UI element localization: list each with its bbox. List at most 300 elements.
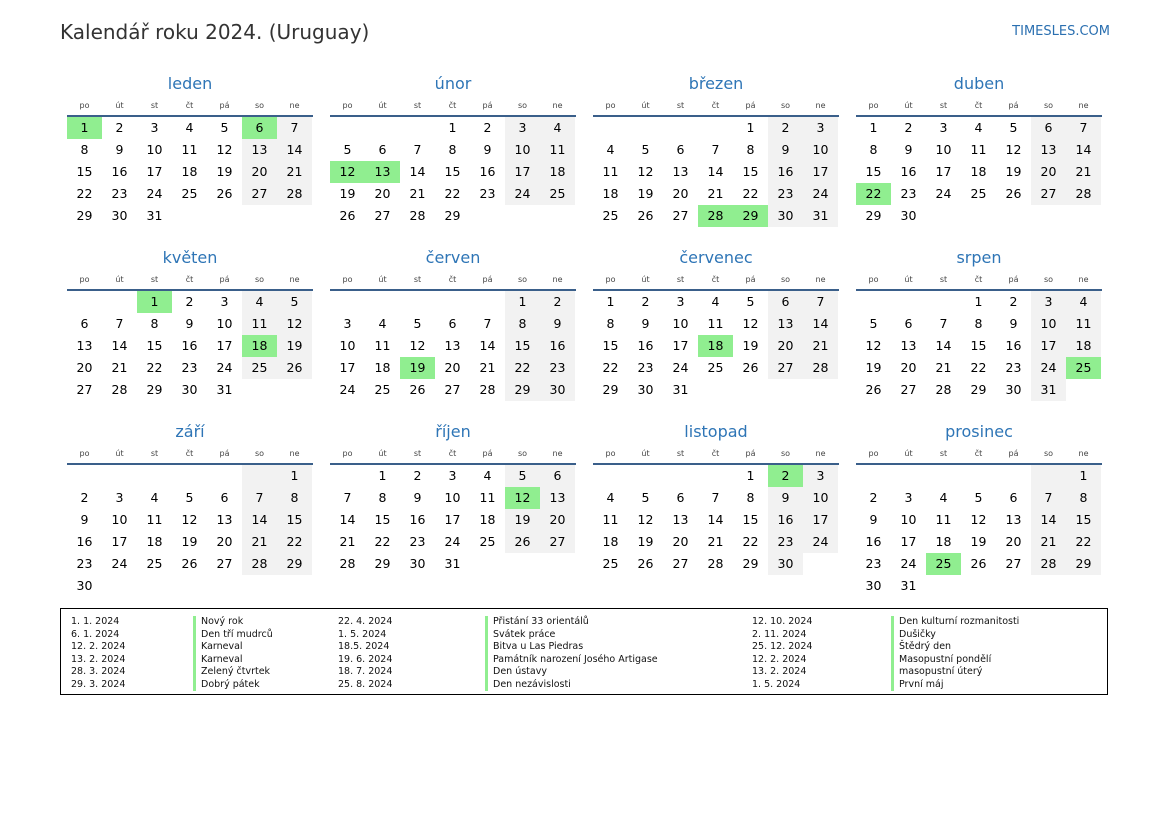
day-cell: 2 — [641, 294, 650, 309]
day-cell: 30 — [768, 553, 803, 575]
month-name: listopad — [684, 422, 748, 441]
weekday-label: ne — [815, 101, 826, 110]
weekday-label: so — [254, 275, 265, 284]
weekday-label: ne — [552, 275, 563, 284]
page-title: Kalendář roku 2024. (Uruguay) — [60, 20, 370, 44]
empty-day-cell — [242, 465, 277, 487]
empty-day-cell — [961, 575, 996, 597]
week-row — [856, 487, 1102, 509]
legend-dates-column — [71, 616, 125, 691]
day-cell: 16 — [409, 512, 426, 527]
holiday-date: 12. 2. 2024 — [752, 653, 807, 665]
day-cell: 21 — [479, 360, 496, 375]
day-cell: 7 — [343, 490, 352, 505]
weekday-label: ne — [1078, 101, 1089, 110]
weekday-label: ne — [1078, 449, 1089, 458]
month-name: červenec — [679, 248, 753, 267]
weekday-label: ne — [289, 275, 300, 284]
day-cell: 13 — [672, 512, 689, 527]
day-cell: 26 — [339, 208, 356, 223]
day-cell: 25 — [707, 360, 724, 375]
day-cell: 23 — [768, 183, 803, 205]
day-cell: 5 — [1009, 120, 1018, 135]
holiday-day-cell: 1 — [67, 117, 102, 139]
weekday-label: čt — [974, 101, 983, 110]
empty-day-cell — [330, 117, 365, 139]
day-cell: 1 — [606, 294, 615, 309]
day-cell: 2 — [869, 490, 878, 505]
empty-day-cell — [330, 465, 365, 487]
week-row — [67, 205, 313, 227]
day-cell: 16 — [768, 509, 803, 531]
day-cell: 25 — [181, 186, 198, 201]
weekday-label: čt — [448, 101, 457, 110]
month-calendar — [67, 420, 313, 597]
day-cell: 16 — [540, 335, 575, 357]
day-cell: 20 — [1005, 534, 1022, 549]
day-cell: 13 — [444, 338, 461, 353]
day-cell: 1 — [505, 291, 540, 313]
day-cell: 24 — [900, 556, 917, 571]
day-cell: 22 — [146, 360, 163, 375]
day-cell: 7 — [242, 487, 277, 509]
day-cell: 7 — [413, 142, 422, 157]
day-cell: 23 — [1005, 360, 1022, 375]
legend-dates-column — [752, 616, 812, 691]
week-row — [593, 139, 839, 161]
weekday-label: čt — [448, 449, 457, 458]
day-cell: 11 — [970, 142, 987, 157]
week-row — [67, 313, 313, 335]
holiday-date: 18.5. 2024 — [338, 641, 390, 652]
day-cell: 21 — [1066, 161, 1101, 183]
empty-day-cell — [172, 205, 207, 227]
day-cell: 4 — [540, 117, 575, 139]
day-cell: 19 — [181, 534, 198, 549]
day-cell: 26 — [409, 382, 426, 397]
week-row — [856, 509, 1102, 531]
day-cell: 14 — [409, 164, 426, 179]
weekday-label: so — [780, 101, 791, 110]
weekday-label: pá — [1008, 275, 1019, 284]
day-cell: 19 — [970, 534, 987, 549]
day-cell: 23 — [900, 186, 917, 201]
empty-day-cell — [1031, 465, 1066, 487]
week-row — [856, 117, 1102, 139]
day-cell: 21 — [803, 335, 838, 357]
empty-day-cell — [470, 553, 505, 575]
day-cell: 18 — [146, 534, 163, 549]
empty-day-cell — [628, 465, 663, 487]
day-cell: 18 — [1066, 335, 1101, 357]
week-row — [856, 335, 1102, 357]
week-row — [593, 117, 839, 139]
day-cell: 18 — [540, 161, 575, 183]
day-cell: 9 — [483, 142, 492, 157]
day-cell: 31 — [803, 205, 838, 227]
holiday-date: 12. 10. 2024 — [752, 616, 813, 627]
day-cell: 7 — [277, 117, 312, 139]
week-row — [330, 313, 576, 335]
weekday-label: so — [254, 101, 265, 110]
day-cell: 5 — [641, 142, 650, 157]
day-cell: 11 — [602, 512, 619, 527]
holiday-date: 1. 1. 2024 — [71, 616, 120, 627]
day-cell: 6 — [1009, 490, 1018, 505]
holiday-day-cell: 6 — [242, 117, 277, 139]
weekday-label: po — [605, 449, 616, 458]
empty-day-cell — [926, 575, 961, 597]
holiday-day-cell: 19 — [400, 357, 435, 379]
week-row — [67, 553, 313, 575]
week-row — [856, 313, 1102, 335]
week-row — [67, 161, 313, 183]
day-cell: 14 — [339, 512, 356, 527]
weekday-label: st — [150, 101, 159, 110]
day-cell: 28 — [803, 357, 838, 379]
day-cell: 15 — [76, 164, 93, 179]
week-row — [856, 531, 1102, 553]
day-cell: 3 — [115, 490, 124, 505]
day-cell: 31 — [216, 382, 233, 397]
empty-day-cell — [67, 291, 102, 313]
weekday-header — [856, 448, 1102, 465]
week-row — [856, 575, 1102, 597]
day-cell: 12 — [409, 338, 426, 353]
day-cell: 16 — [181, 338, 198, 353]
day-cell: 23 — [540, 357, 575, 379]
day-cell: 31 — [444, 556, 461, 571]
day-cell: 19 — [637, 186, 654, 201]
holiday-date: 1. 5. 2024 — [752, 678, 801, 690]
day-cell: 3 — [220, 294, 229, 309]
weekday-label: čt — [974, 449, 983, 458]
day-cell: 20 — [374, 186, 391, 201]
day-cell: 10 — [1031, 313, 1066, 335]
empty-day-cell — [242, 205, 277, 227]
day-cell: 19 — [1005, 164, 1022, 179]
day-cell: 26 — [1005, 186, 1022, 201]
day-cell: 19 — [742, 338, 759, 353]
day-cell: 14 — [1031, 509, 1066, 531]
day-cell: 17 — [672, 338, 689, 353]
week-row — [593, 357, 839, 379]
day-cell: 12 — [637, 164, 654, 179]
holiday-name: Den tří mudrců — [193, 629, 273, 642]
day-cell: 12 — [216, 142, 233, 157]
day-cell: 1 — [1066, 465, 1101, 487]
weekday-label: pá — [1008, 101, 1019, 110]
week-row — [67, 335, 313, 357]
day-cell: 10 — [444, 490, 461, 505]
weekday-label: út — [904, 449, 913, 458]
day-cell: 20 — [672, 534, 689, 549]
holiday-day-cell: 2 — [768, 465, 803, 487]
weekday-label: pá — [482, 101, 493, 110]
weekday-label: po — [79, 101, 90, 110]
month-name: prosinec — [945, 422, 1013, 441]
holiday-day-cell: 25 — [1066, 357, 1101, 379]
day-cell: 8 — [746, 490, 755, 505]
day-cell: 21 — [409, 186, 426, 201]
holiday-date: 22. 4. 2024 — [338, 616, 393, 627]
day-cell: 24 — [216, 360, 233, 375]
day-cell: 22 — [374, 534, 391, 549]
day-cell: 22 — [505, 357, 540, 379]
day-cell: 14 — [803, 313, 838, 335]
holiday-date: 6. 1. 2024 — [71, 628, 120, 640]
day-cell: 5 — [343, 142, 352, 157]
day-cell: 12 — [865, 338, 882, 353]
day-cell: 2 — [413, 468, 422, 483]
day-cell: 8 — [606, 316, 615, 331]
empty-day-cell — [365, 291, 400, 313]
holiday-name: Karneval — [193, 654, 273, 667]
day-cell: 22 — [76, 186, 93, 201]
day-cell: 15 — [277, 509, 312, 531]
day-cell: 8 — [746, 142, 755, 157]
weekday-label: so — [1043, 101, 1054, 110]
day-cell: 1 — [974, 294, 983, 309]
holiday-name: Zelený čtvrtek — [193, 666, 273, 679]
day-cell: 22 — [277, 531, 312, 553]
weekday-label: út — [115, 449, 124, 458]
weekday-label: čt — [711, 101, 720, 110]
empty-day-cell — [207, 205, 242, 227]
day-cell: 23 — [637, 360, 654, 375]
day-cell: 8 — [448, 142, 457, 157]
week-row — [593, 487, 839, 509]
day-cell: 17 — [900, 534, 917, 549]
weekday-label: po — [79, 275, 90, 284]
day-cell: 12 — [1005, 142, 1022, 157]
week-row — [593, 335, 839, 357]
empty-day-cell — [996, 205, 1031, 227]
weekday-label: st — [939, 275, 948, 284]
weekday-label: čt — [711, 275, 720, 284]
holiday-date: 25. 8. 2024 — [338, 678, 393, 690]
day-cell: 7 — [1066, 117, 1101, 139]
day-cell: 22 — [742, 186, 759, 201]
day-cell: 25 — [146, 556, 163, 571]
empty-day-cell — [663, 465, 698, 487]
holiday-name: První máj — [891, 679, 1019, 692]
week-row — [330, 291, 576, 313]
day-cell: 15 — [602, 338, 619, 353]
day-cell: 12 — [970, 512, 987, 527]
holiday-date: 13. 2. 2024 — [71, 653, 126, 665]
weekday-label: st — [676, 275, 685, 284]
day-cell: 3 — [904, 490, 913, 505]
weekday-label: po — [868, 275, 879, 284]
empty-day-cell — [593, 465, 628, 487]
month-name: říjen — [435, 422, 471, 441]
holiday-day-cell: 28 — [698, 205, 733, 227]
weekday-label: pá — [219, 101, 230, 110]
weekday-label: st — [676, 101, 685, 110]
holiday-day-cell: 13 — [365, 161, 400, 183]
day-cell: 29 — [742, 556, 759, 571]
weekday-label: so — [517, 275, 528, 284]
holiday-name: Masopustní pondělí — [891, 654, 1019, 667]
day-cell: 27 — [374, 208, 391, 223]
day-cell: 2 — [80, 490, 89, 505]
day-cell: 4 — [606, 490, 615, 505]
day-cell: 21 — [1031, 531, 1066, 553]
day-cell: 18 — [479, 512, 496, 527]
holiday-day-cell: 25 — [926, 553, 961, 575]
holiday-name: masopustní úterý — [891, 666, 1019, 679]
holiday-date: 12. 2. 2024 — [71, 641, 126, 652]
day-cell: 30 — [181, 382, 198, 397]
weekday-label: út — [641, 101, 650, 110]
empty-day-cell — [1066, 575, 1101, 597]
day-cell: 4 — [606, 142, 615, 157]
day-cell: 2 — [540, 291, 575, 313]
day-cell: 6 — [676, 490, 685, 505]
day-cell: 18 — [602, 534, 619, 549]
weekday-label: pá — [219, 449, 230, 458]
weekday-label: út — [378, 275, 387, 284]
day-cell: 13 — [540, 487, 575, 509]
site-link[interactable]: TIMESLES.COM — [1012, 24, 1110, 39]
holiday-day-cell: 29 — [733, 205, 768, 227]
empty-day-cell — [277, 205, 312, 227]
week-row — [593, 531, 839, 553]
day-cell: 5 — [277, 291, 312, 313]
holiday-date: 13. 2. 2024 — [752, 666, 807, 677]
weekday-label: ne — [1078, 275, 1089, 284]
empty-day-cell — [961, 465, 996, 487]
day-cell: 28 — [339, 556, 356, 571]
day-cell: 26 — [637, 208, 654, 223]
day-cell: 7 — [483, 316, 492, 331]
day-cell: 4 — [711, 294, 720, 309]
day-cell: 11 — [181, 142, 198, 157]
weekday-label: pá — [745, 101, 756, 110]
day-cell: 4 — [939, 490, 948, 505]
weekday-label: st — [413, 101, 422, 110]
day-cell: 10 — [672, 316, 689, 331]
day-cell: 11 — [146, 512, 163, 527]
weekday-label: ne — [289, 101, 300, 110]
day-cell: 24 — [505, 183, 540, 205]
day-cell: 23 — [111, 186, 128, 201]
day-cell: 8 — [974, 316, 983, 331]
holiday-name: Den ústavy — [485, 666, 658, 679]
day-cell: 29 — [444, 208, 461, 223]
weekday-label: po — [342, 101, 353, 110]
day-cell: 2 — [185, 294, 194, 309]
week-row — [593, 161, 839, 183]
week-row — [330, 553, 576, 575]
day-cell: 29 — [374, 556, 391, 571]
day-cell: 17 — [935, 164, 952, 179]
weekday-label: so — [780, 275, 791, 284]
weekday-label: čt — [185, 275, 194, 284]
day-cell: 4 — [150, 490, 159, 505]
day-cell: 12 — [181, 512, 198, 527]
week-row — [593, 379, 839, 401]
week-row — [330, 161, 576, 183]
day-cell: 4 — [974, 120, 983, 135]
empty-day-cell — [733, 379, 768, 401]
week-row — [856, 465, 1102, 487]
day-cell: 23 — [181, 360, 198, 375]
week-row — [67, 357, 313, 379]
day-cell: 30 — [1005, 382, 1022, 397]
day-cell: 6 — [768, 291, 803, 313]
month-calendar — [593, 246, 839, 401]
weekday-label: st — [413, 275, 422, 284]
day-cell: 4 — [185, 120, 194, 135]
day-cell: 28 — [935, 382, 952, 397]
day-cell: 19 — [216, 164, 233, 179]
day-cell: 14 — [1066, 139, 1101, 161]
day-cell: 28 — [479, 382, 496, 397]
day-cell: 24 — [672, 360, 689, 375]
day-cell: 2 — [1009, 294, 1018, 309]
day-cell: 11 — [479, 490, 496, 505]
day-cell: 19 — [637, 534, 654, 549]
day-cell: 10 — [803, 487, 838, 509]
day-cell: 27 — [768, 357, 803, 379]
day-cell: 10 — [505, 139, 540, 161]
day-cell: 12 — [742, 316, 759, 331]
day-cell: 14 — [479, 338, 496, 353]
empty-day-cell — [891, 291, 926, 313]
weekday-label: st — [150, 449, 159, 458]
empty-day-cell — [137, 465, 172, 487]
day-cell: 20 — [1031, 161, 1066, 183]
day-cell: 20 — [540, 509, 575, 531]
legend-names-column — [891, 616, 1019, 691]
day-cell: 21 — [707, 534, 724, 549]
empty-day-cell — [505, 205, 540, 227]
day-cell: 8 — [869, 142, 878, 157]
legend-names-column — [193, 616, 273, 691]
day-cell: 16 — [1005, 338, 1022, 353]
day-cell: 21 — [242, 531, 277, 553]
day-cell: 23 — [409, 534, 426, 549]
day-cell: 8 — [277, 487, 312, 509]
day-cell: 18 — [935, 534, 952, 549]
holiday-name: Dušičky — [891, 629, 1019, 642]
empty-day-cell — [1031, 575, 1066, 597]
weekday-label: út — [115, 275, 124, 284]
week-row — [856, 291, 1102, 313]
day-cell: 20 — [672, 186, 689, 201]
weekday-label: pá — [482, 275, 493, 284]
weekday-label: pá — [482, 449, 493, 458]
weekday-label: út — [904, 275, 913, 284]
empty-day-cell — [137, 575, 172, 597]
day-cell: 10 — [935, 142, 952, 157]
day-cell: 3 — [343, 316, 352, 331]
day-cell: 19 — [505, 509, 540, 531]
empty-day-cell — [540, 553, 575, 575]
month-calendar — [593, 420, 839, 575]
day-cell: 27 — [672, 208, 689, 223]
weekday-header — [330, 100, 576, 117]
day-cell: 5 — [413, 316, 422, 331]
day-cell: 7 — [711, 490, 720, 505]
day-cell: 18 — [181, 164, 198, 179]
day-cell: 26 — [216, 186, 233, 201]
holiday-name: Přistání 33 orientálů — [485, 616, 658, 629]
day-cell: 31 — [900, 578, 917, 593]
day-cell: 8 — [1066, 487, 1101, 509]
